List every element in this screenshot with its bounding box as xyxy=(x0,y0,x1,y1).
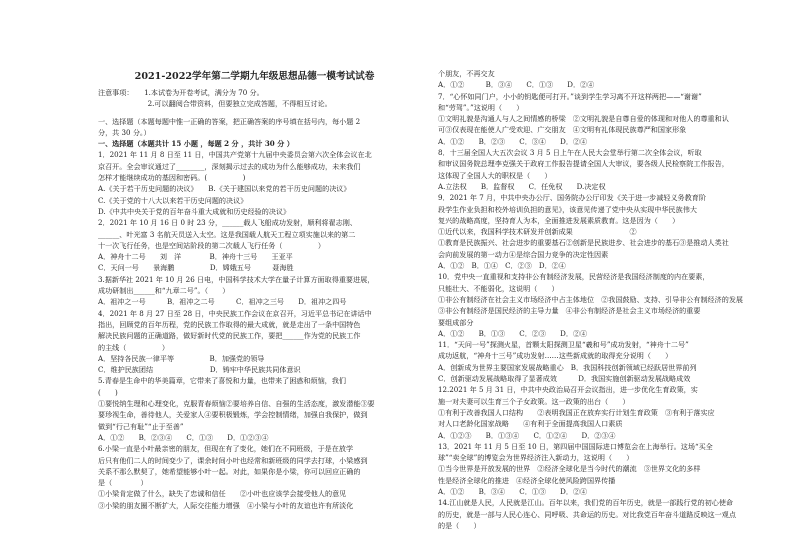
left-lines-line: A．①② B．②③④ C．①③ D．①②③④ xyxy=(98,432,269,442)
right-lines-line: ①当今世界是开放发展的世界 ②经济全球化是当今时代的潮流 ③世界文化的多样 xyxy=(438,464,701,474)
left-lines-line: 解决民族问题的正确道路，做好新时代党的民族工作，要把______作为党的民族工作 xyxy=(98,331,361,341)
left-column xyxy=(98,0,411,511)
right-lines-line: A．①② B．①④ C．②③ D．②④ xyxy=(438,261,566,271)
right-lines-line: 会向前发展的第一动力④是综合国力竞争的决定性因素 xyxy=(438,249,609,259)
right-lines-line: 11．“天问一号”探测火星，首颗太阳探测卫星“羲和号”成功发射，“神舟十二号” xyxy=(438,340,689,350)
exam-title: 2021-2022学年第二学期九年级思想品德一模考试试卷 xyxy=(134,71,375,82)
section-intro-line: 分，共 30 分。） xyxy=(98,127,151,137)
right-lines-line: A．①②③ B．①③④ C．①②④ D．②③④ xyxy=(438,430,616,440)
left-lines-line: 要珍视生命，善待他人，关爱家人④要积极锻炼，学会控制情绪，加强自我保护，做到 xyxy=(98,410,368,420)
right-lines-line: C．创新驱动发展战略取得了显著成效 D．我国实施创新驱动发展战略成效 xyxy=(438,374,691,384)
right-lines-line: 可③仅表现在能使人广受欢迎、广交朋友 ④文明有礼体现民族尊严和国家形象 xyxy=(438,125,687,135)
right-lines-line: 复兴的战略高度，坚持育人为本，全面推进发展素质教育。这是因为（ ） xyxy=(438,215,680,225)
right-lines-line: 施一对夫妻可以生育三个子女政策。这一政策的出台（ ） xyxy=(438,396,630,406)
right-lines-line: ③非公有制经济是国民经济的主导力量 ④非公有制经济是社会主义市场经济的重要 xyxy=(438,306,701,316)
right-lines-line: 这体现了全国人大的职权是（ ） xyxy=(438,170,552,180)
notice-block xyxy=(98,87,411,110)
section-heading: 一、选择题（本题共计 15 小题 ，每题 2 分 ，共计 30 分 ） xyxy=(98,139,294,149)
left-lines-line: 4．2021 年 8 月 27 日至 28 日，中央民族工作会议在京召开，习近平总书记在讲话中 xyxy=(98,308,372,318)
left-lines-line: ______、叶光富 3 名航天员送入太空。这是我国载人航天工程立项实施以来的第二 xyxy=(98,229,356,239)
right-lines-line: 的历史，就是一部与人民心连心、同呼吸、共命运的历史。对比我党百年奋斗道路反映这一观点 xyxy=(438,509,736,519)
notice-line: 2.可以翻阅合带资料，但要独立完成答题，不得相互讨论。 xyxy=(98,99,332,109)
right-lines-line: 个朋友，不再交友 xyxy=(438,69,495,78)
right-lines-line: 段学生作业负担和校外培训负担的意见》，该意见传递了党中央从实现中华民族伟大 xyxy=(438,204,697,214)
left-lines-line: ( ) xyxy=(98,387,118,397)
left-lines-line: 京召开。全会审议通过了________，深刻揭示过去的成功为什么能够成功，未来我们 xyxy=(98,161,361,171)
left-lines-line: 后只有他们二人的时间变少了，课余时间小叶也经常和新班级的同学去打球，小梁感到 xyxy=(98,455,368,465)
left-lines-line: 5.青春是生命中的华美篇章，它带来了喜悦和力量，也带来了困惑和烦恼，我们 xyxy=(98,376,346,386)
left-lines-line: C．维护民族团结 D．铸牢中华民族共同体意识 xyxy=(98,365,301,375)
left-lines-line: 3.据新华社 2021 年 10 月 26 日电，中国科学技术大学在量子计算方面取得重要进展， xyxy=(98,274,375,284)
right-lines-line: 性是经济全球化的推进 ④经济全球化使风险跨国界传播 xyxy=(438,475,616,485)
left-lines-line: C．天问一号 景海鹏 D．嫦娥五号 聂海胜 xyxy=(98,263,294,273)
right-lines-line: ①教育是民族振兴、社会进步的重要基石②创新是民族进步、社会进步的基石③是推动人类社 xyxy=(438,238,729,248)
right-lines-line: 球”“卖全球”的博览会为世界经济注入新动力，这说明（ ） xyxy=(438,453,634,463)
right-column xyxy=(438,0,768,531)
right-lines-line: 13．2021 年 11 月 5 日至 10 日，第四届中国国际进口博览会在上海举行。这场“买全 xyxy=(438,441,713,451)
right-lines-line: A．①② B．③④ C．①③ D．②④ xyxy=(438,80,595,90)
left-lines-line: 的主线（ ） xyxy=(98,342,169,352)
right-lines-line: A．①② B．①③ C．②③ D．②④ xyxy=(438,328,588,338)
left-question-lines xyxy=(98,149,411,511)
right-lines-line: 只能壮大、不能弱化，这说明（ ） xyxy=(438,283,559,293)
left-lines-line: A．祖冲之一号 B．祖冲之二号 C．祖冲之三号 D．祖冲之四号 xyxy=(98,297,347,307)
section-intro xyxy=(98,116,411,139)
right-lines-line: A.立法权 B．监督权 C．任免权 D.决定权 xyxy=(438,181,606,191)
right-lines-line: ①非公有制经济在社会主义市场经济中占主体地位 ②我国鼓励、支持、引导非公有制经济的发展 xyxy=(438,294,744,304)
right-lines-line: A．①② B．③④ C．①③ D．②④ xyxy=(438,486,588,496)
section-intro-line: 一、选择题（本题每题中惟一正确的答案，把正确答案的序号填在括号内，每小题 2 xyxy=(98,116,361,126)
left-lines-line: 6.小梁一直是小叶最亲密的朋友，但现在有了变化，她们在不同班级，于是在放学 xyxy=(98,444,354,454)
left-lines-line: ③小梁的朋友圈不断扩大，人际交往能力增强 ④小梁与小叶的友谊也许有所淡化 xyxy=(98,500,354,510)
right-lines-line: 成功返航，“神舟十三号”成功发射……这些新成就的取得充分说明（ ） xyxy=(438,351,673,361)
right-lines-line: A．创新成为世界主要国家发展战略重心 B．我国科技创新领域已经跃居世界前列 xyxy=(438,362,697,372)
left-lines-line: 十一次飞行任务，也是空间站阶段的第二次载人飞行任务（ ） xyxy=(98,240,325,250)
left-lines-line: A.《关于若干历史问题的决议》 B.《关于建国以来党的若干历史问题的决议》 xyxy=(98,184,351,194)
left-lines-line: 指出，回顾党的百年历程，党的民族工作取得的最大成就，就是走出了一条中国特色 xyxy=(98,319,361,329)
left-lines-line: ①小梁肯定做了什么，缺失了忠诚和信任 ②小叶也应该学会接受他人的意见 xyxy=(98,489,347,499)
right-lines-line: 12.2021 年 5 月 31 日，中共中央政治局召开会议指出，进一步优化生育政策，实 xyxy=(438,385,698,395)
right-lines-line: 9．2021 年 7 月，中共中央办公厅、国务院办公厅印发《关于进一步减轻义务教育阶 xyxy=(438,193,706,203)
right-lines-line: 和审议国务院总理李克强关于政府工作报告提请全国人大审议，要各级人民检察院工作报告， xyxy=(438,159,729,169)
left-lines-line: 做到“行己有耻”“止于至善” xyxy=(98,421,184,431)
left-lines-line: 1．2021 年 11 月 8 日至 11 日，中国共产党第十九届中央委员会第六次全体会议在北 xyxy=(98,150,372,160)
right-lines-line: ①近代以来，我国科学技术研发并创新成果 ② xyxy=(438,227,637,237)
right-lines-line: 7．“心怀如同门户，小小的钥匙便可打开。”谈到学生学习离不开这样两把——“谢谢” xyxy=(438,91,702,101)
right-lines-line: 8．十三届全国人大五次会议 3 月 5 日上午在人民大会堂举行第二次全体会议，听取 xyxy=(438,148,702,158)
left-lines-line: A．坚持各民族一律平等 B．加强党的领导 xyxy=(98,353,265,363)
left-lines-line: D.《中共中央关于党的百年奋斗重大成就和历史经验的决议》 xyxy=(98,206,291,216)
notice-line: 注意事项： 1.本试卷为开卷考试，满分为 70 分。 xyxy=(98,88,264,97)
left-lines-line: C.《关于党的十八大以来若干历史问题的决议》 xyxy=(98,195,248,205)
left-lines-line: 怎样才能继续成功的基因和密码。( ) xyxy=(98,173,246,183)
right-lines-line: ①有利于改善我国人口结构 ②表明我国正在放弃实行计划生育政策 ③有利于落实应 xyxy=(438,407,715,417)
right-lines-line: A．①② B．②③ C．③④ D．②④ xyxy=(438,136,588,146)
right-lines-line: 的是（ ） xyxy=(438,520,481,530)
left-lines-line: A．神舟十二号 刘 洋 B．神舟十三号 王亚平 xyxy=(98,252,293,262)
left-lines-line: 关系不那么默契了，她希望能够小叶一起。对此，如果你是小梁，你可以回应正确的 xyxy=(98,466,361,476)
right-lines-line: ①文明礼貌是沟通人与人之间情感的桥梁 ②文明礼貌是自尊自爱的体现和对他人的尊重和认 xyxy=(438,114,729,124)
left-lines-line: ①要悦纳生理和心理变化，克服青春烦恼②要培养自信、自强的生活态度，激发潜能③要 xyxy=(98,399,375,409)
right-lines-line: 要组成部分 xyxy=(438,317,474,327)
left-lines-line: 成功研制出______和“九章二号”。（ ） xyxy=(98,286,230,296)
left-lines-line: 是（ ） xyxy=(98,478,148,488)
left-lines-line: 2．2021 年 10 月 16 日 0 时 23 分，______载人飞船成功发射，顺利将翟志刚、 xyxy=(98,218,357,228)
right-lines-line: 10．党中央一直重视和支持非公有制经济发展，民营经济是我国经济制度的内在要素， xyxy=(438,272,710,282)
right-lines-line: 和“劳驾”。”这说明（ ） xyxy=(438,102,524,112)
right-lines-line: 对人口老龄化国家战略 ④有利于全面提高我国人口素质 xyxy=(438,419,623,429)
right-lines-line: 14.江山就是人民，人民就是江山。百年以来，我们党的百年历史，就是一部践行党的初心使命 xyxy=(438,498,734,508)
right-question-lines xyxy=(438,68,768,531)
